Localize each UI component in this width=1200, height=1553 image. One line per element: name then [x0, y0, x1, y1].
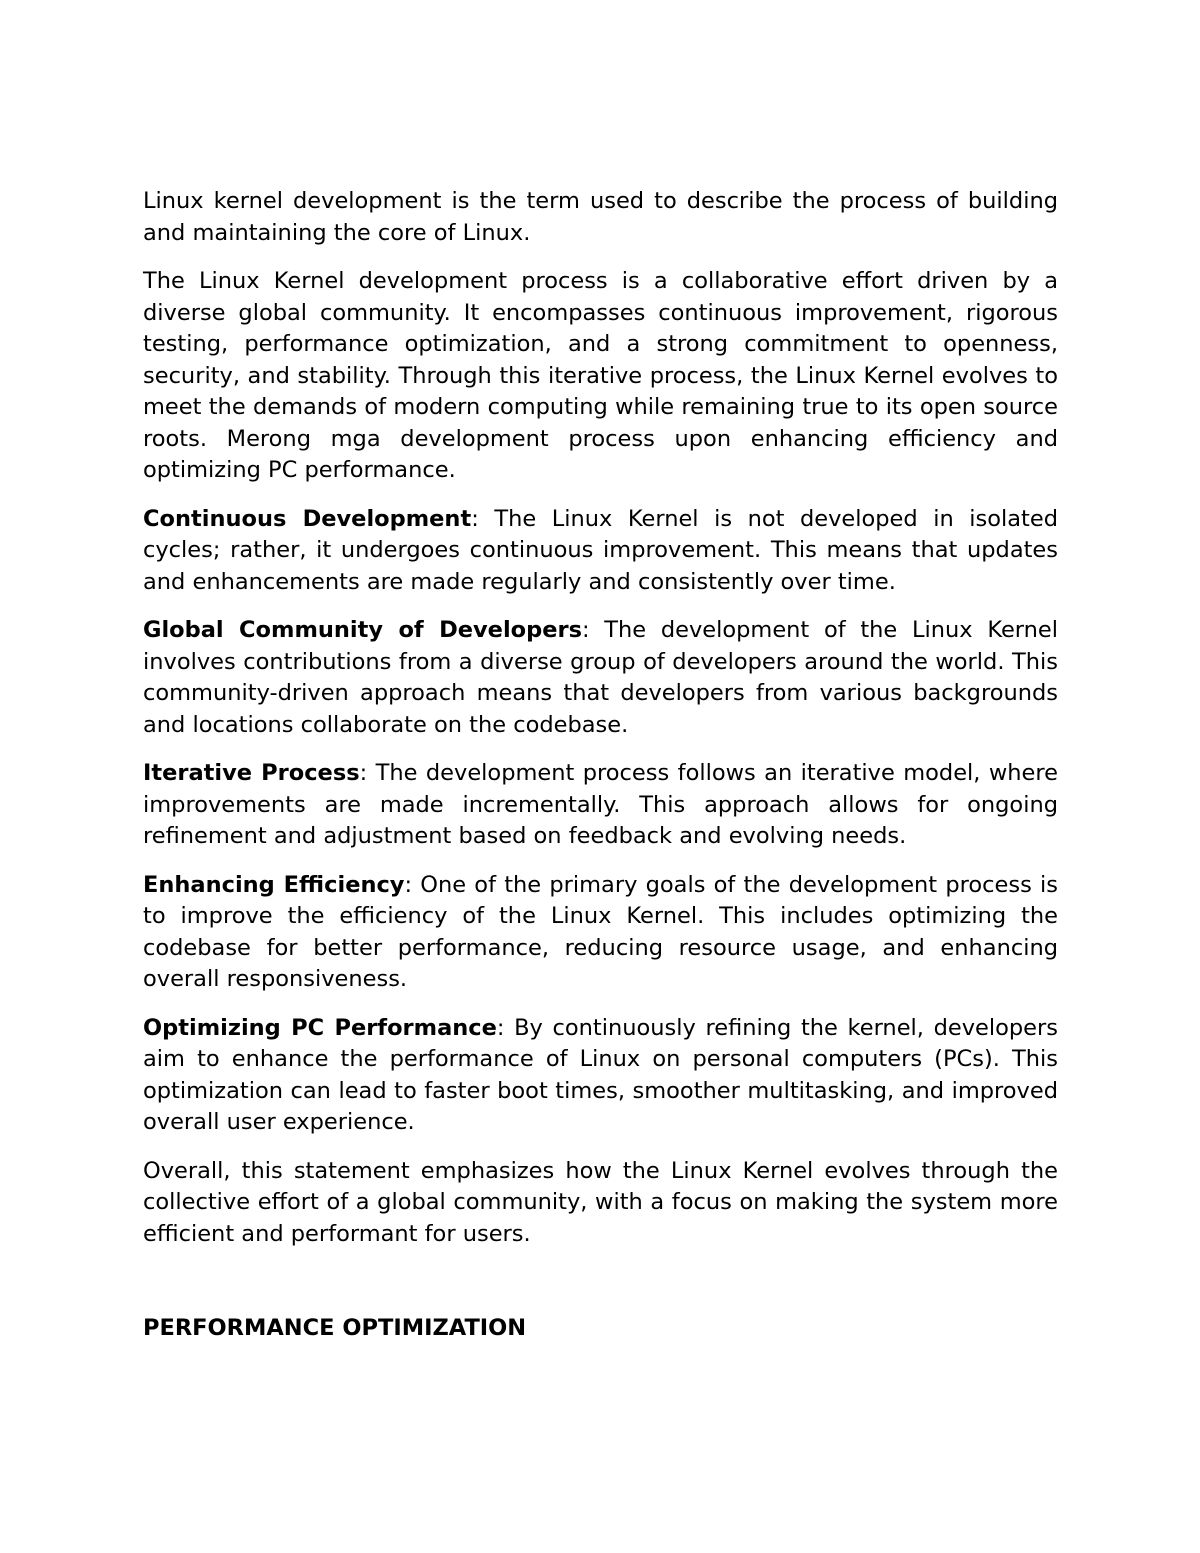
overview-paragraph: The Linux Kernel development process is a collaborative effort driven by a diverse global community. It encompasses continuous improvement, rigorous testing, performance optimization, and a strong commitment to openness, security, and stability. Through this iterative process, the Linux Kernel evolves to meet the demands of modern computing while remaining true to its open source roots. Merong mga development process upon enhancing efficiency and optimizing PC performance. — [143, 268, 1058, 483]
section-term: Global Community of Developers — [143, 617, 582, 643]
intro-paragraph: Linux kernel development is the term used to describe the process of building and maintaining the core of Linux. — [143, 188, 1058, 246]
section-text: : The Linux Kernel is not developed in isolated cycles; rather, it undergoes continuous improvement. This means that updates and enhancements are made regularly and consistently over time. — [143, 505, 1058, 595]
section-heading: PERFORMANCE OPTIMIZATION — [143, 1315, 527, 1341]
section-enhancing-efficiency — [143, 870, 1058, 996]
section-term: Enhancing Efficiency — [143, 871, 405, 898]
section-term: Continuous Development — [143, 505, 472, 532]
section-text: : By continuously refining the kernel, developers aim to enhance the performance of Linux on personal computers (PCs). This optimization can lead to faster boot times, smoother multitasking, and improved overall user experience. — [143, 1014, 1058, 1135]
section-optimizing-pc-performance — [143, 1013, 1058, 1139]
section-text: : The development process follows an iterative model, where improvements are made incrementally. This approach allows for ongoing refinement and adjustment based on feedback and evolving needs. — [143, 760, 1058, 849]
conclusion-paragraph: Overall, this statement emphasizes how the Linux Kernel evolves through the collective effort of a global community, with a focus on making the system more efficient and performant for users. — [143, 1157, 1058, 1247]
document-body — [143, 186, 1058, 1362]
section-global-community — [143, 615, 1058, 741]
section-continuous-development — [143, 504, 1058, 599]
section-iterative-process — [143, 758, 1058, 853]
section-text: : One of the primary goals of the development process is to improve the efficiency of the Linux Kernel. This includes optimizing the codebase for better performance, reducing resource usage, and enhancing overall responsiveness. — [143, 871, 1058, 992]
section-term: Iterative Process — [143, 760, 360, 786]
section-text: : The development of the Linux Kernel involves contributions from a diverse group of developers around the world. This community-driven approach means that developers from various backgrounds and locations collaborate on the codebase. — [143, 617, 1059, 738]
section-term: Optimizing PC Performance — [143, 1014, 497, 1041]
